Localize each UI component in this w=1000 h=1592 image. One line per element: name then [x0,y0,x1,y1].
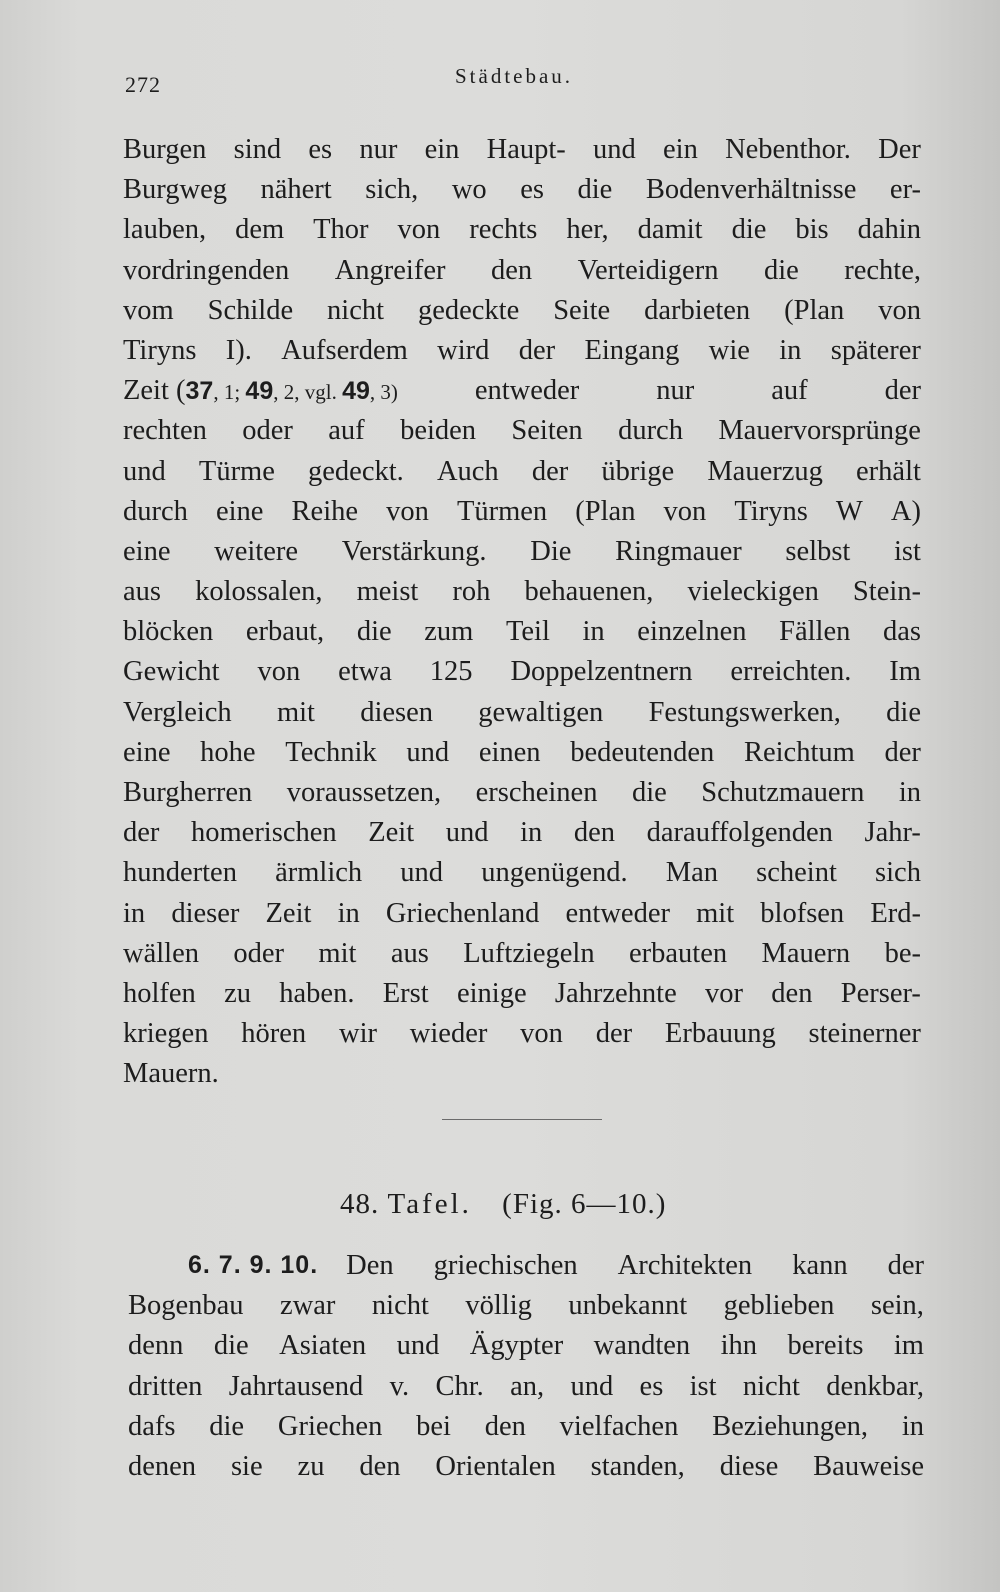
word: vieleckigen [687,576,819,608]
word: erreichten. [730,656,852,688]
word: denen [128,1450,197,1482]
word: in [337,897,360,929]
word: in [123,897,146,929]
word: nur [359,134,398,165]
word: von [663,495,707,527]
text-line [128,1286,924,1326]
word: Teil [505,616,550,648]
text-line [123,894,921,934]
word: Erd- [870,897,921,929]
word: blöcken [123,616,214,648]
word: 125 [429,656,473,688]
word: Die [530,535,572,567]
text-line [123,411,921,451]
word: rechten [123,415,207,447]
word: vor [705,977,744,1009]
word: Jahrzehnte [554,977,677,1009]
word: steinerner [808,1018,921,1050]
page-number: 272 [125,72,161,97]
word: erhält [856,455,921,487]
word: lauben, [123,214,207,246]
word: die [209,1410,245,1442]
word: geblieben [723,1290,835,1322]
word: den [771,977,813,1009]
word: A) [890,495,921,527]
word: Asiaten [279,1330,367,1362]
word: ungenügend. [481,857,628,889]
text-line [123,1014,921,1054]
word: der [531,455,569,487]
word: voraussetzen, [286,777,442,808]
word: Auch [436,455,499,487]
word: dafs [128,1410,176,1442]
word: entweder [474,375,580,407]
word: dieser [171,897,240,929]
word: diesen [360,696,434,728]
word: behauenen, [524,576,654,608]
word: Seiten [511,415,583,447]
text-line-content [346,1246,924,1286]
text-line [123,331,921,371]
word: Reichtum [743,736,855,768]
text-fragment: , 3) [369,380,398,405]
word: Burgweg [123,174,227,206]
word: I). [225,334,252,366]
word: die [886,696,921,728]
text-line [123,693,921,733]
word: wo [451,174,487,206]
word: der [884,736,921,768]
section-heading [340,1188,666,1221]
word: eine [123,736,171,768]
word: W [835,495,863,527]
word: Beziehungen, [712,1410,869,1442]
word: die [731,214,767,246]
word: Türme [198,455,275,487]
word: diese [719,1450,779,1482]
word: Mauern [761,937,851,969]
word: damit [637,214,703,246]
word: kriegen [123,1018,209,1050]
word: erbauten [629,937,728,969]
text-fragment: , 1; [213,380,246,405]
word: Verteidigern [577,254,719,286]
word: v. [389,1370,410,1402]
word: Schutzmauern [701,777,865,808]
word: es [639,1370,664,1402]
word: Doppelzentnern [510,656,693,688]
word: nicht [327,294,385,326]
word: ihn [720,1330,758,1362]
word: nicht [371,1290,429,1322]
word: Reihe [291,495,359,527]
word: in [520,817,543,849]
word: ärmlich [275,857,363,889]
word: der [595,1018,633,1050]
text-line [123,291,921,331]
text-line [123,572,921,612]
word: gedeckt. [308,455,404,487]
word: gedeckte [417,294,520,326]
word: Haupt- [486,134,566,165]
word: her, [566,214,609,246]
word: von [257,656,301,688]
word: Mauervorsprünge [718,415,921,447]
word: beiden [400,415,477,447]
word: kolossalen, [195,576,323,608]
word: vordringenden [123,254,290,286]
word: auf [771,375,808,407]
word: Burgherren [123,777,253,808]
word: der [123,817,160,849]
word: zu [297,1450,325,1482]
word: Fällen [779,616,851,648]
word: Im [889,656,921,688]
word: standen, [590,1450,685,1482]
word: die [577,174,613,206]
word: hören [241,1018,307,1050]
word: holfen [123,977,196,1009]
word: ist [689,1370,717,1402]
word: Ägypter [469,1330,564,1362]
word: Schilde [207,294,294,326]
word: Chr. [435,1370,484,1402]
word: aus [390,937,429,969]
plate-reference: 49 [245,377,274,406]
word: roh [452,576,491,608]
word: in [898,777,921,808]
word: Seite [553,294,611,326]
word: nur [656,375,695,407]
word: darbieten [644,294,751,326]
word: die [631,777,667,808]
word: oder [233,937,285,969]
word: der [884,375,921,407]
word: Eingang [584,334,680,366]
text-fragment: , 2, vgl. [273,380,343,405]
word: wieder [409,1018,488,1050]
word: von [520,1018,563,1050]
word: in [901,1410,924,1442]
word: vielfachen [559,1410,679,1442]
word: ein [663,134,698,165]
word: Mauern. [123,1058,219,1090]
word: Orientalen [435,1450,556,1482]
text-line [128,1407,924,1447]
word: oder [242,415,293,447]
word: den [573,817,616,849]
word: homerischen [191,817,337,849]
word: und [123,455,166,487]
word: und [445,817,489,849]
plate-reference: 49 [342,377,370,406]
word: eine [123,535,171,567]
word: auf [328,415,365,447]
text-line [123,974,921,1014]
word: Gewicht [123,656,220,688]
word: der [518,334,556,366]
word: den [490,254,533,286]
word: (Plan [575,495,636,527]
word: Nebenthor. [725,134,851,165]
word: nähert [260,174,332,206]
word: bei [416,1410,451,1442]
word: und [406,736,450,768]
word: dem [235,214,285,246]
word: bedeutenden [570,736,715,768]
word: von [397,214,441,246]
word: erbaut, [245,616,325,648]
text-line [128,1326,924,1366]
figure-numbers: 6. 7. 9. 10. [188,1251,319,1279]
word: Stein- [852,576,921,608]
word: denkbar, [826,1370,924,1402]
word: Griechen [277,1410,383,1442]
word: meist [356,576,419,608]
word: sich [875,857,921,889]
section-paragraph [128,1246,924,1487]
word: Vergleich [123,696,232,728]
word: mit [276,696,315,728]
word: wird [437,334,490,366]
word: Tiryns [734,495,808,527]
text-fragment: Zeit ( [123,375,186,407]
word: hunderten [123,857,237,889]
word: sein, [870,1290,924,1322]
word: Den [346,1250,394,1281]
word: von [878,294,921,326]
body-paragraph [123,130,921,1095]
word: den [359,1450,401,1482]
word: durch [618,415,683,447]
word: kann [792,1250,848,1281]
word: die [763,254,799,286]
word: Aufserdem [281,334,408,366]
word: Thor [313,214,369,246]
word: späterer [830,334,921,366]
word: Tiryns [123,334,197,366]
word: den [484,1410,526,1442]
word: rechts [469,214,538,246]
word: im [893,1330,924,1362]
word: etwa [338,656,392,688]
word: Türmen [456,495,548,527]
word: Jahrtausend [228,1370,364,1402]
word: aus [123,576,161,608]
word: sie [230,1450,263,1482]
word: dritten [128,1370,203,1402]
word: zum [424,616,474,648]
word: entweder [565,897,670,929]
section-figure-reference: (Fig. 6—10.) [502,1188,667,1220]
word: Festungswerken, [648,696,841,728]
reference-group [123,371,398,411]
word: und [593,134,636,165]
word: Der [878,134,921,165]
word: Verstärkung. [341,535,487,567]
word: wie [708,334,750,366]
word: Architekten [617,1250,753,1281]
word: wällen [123,937,199,969]
text-line [123,371,921,411]
text-line [123,652,921,692]
word: Zeit [368,817,415,849]
text-line [128,1367,924,1407]
word: die [356,616,392,648]
word: einige [456,977,527,1009]
word: und [570,1370,614,1402]
word: Angreifer [334,254,446,286]
word: bereits [787,1330,864,1362]
word: vom [123,294,174,326]
text-line [128,1447,924,1487]
text-line [123,251,921,291]
page-header [125,62,920,102]
word: einen [478,736,541,768]
running-head: Städtebau. [455,64,574,88]
word: Griechenland [385,897,540,929]
word: Mauerzug [707,455,823,487]
word: gewaltigen [478,696,604,728]
word: wandten [593,1330,691,1362]
word: erscheinen [475,777,598,808]
word: es [308,134,333,165]
text-line [123,1054,921,1094]
word: haben. [279,977,355,1009]
word: be- [884,937,921,969]
word: ein [424,134,460,165]
word: nicht [742,1370,800,1402]
word: völlig [465,1290,532,1322]
word: Bodenverhältnisse [645,174,857,206]
word: unbekannt [568,1290,688,1322]
word: es [520,174,544,206]
word: Erst [382,977,429,1009]
text-line [123,733,921,773]
word: dahin [857,214,921,246]
text-line [123,492,921,532]
word: zu [224,977,251,1009]
word: Technik [285,736,377,768]
word: rechte, [844,254,921,286]
word: mit [696,897,735,929]
word: übrige [601,455,675,487]
word: das [882,616,921,648]
word: Erbauung [664,1018,776,1050]
word: hohe [200,736,256,768]
text-line [123,934,921,974]
word: Luftziegeln [463,937,595,969]
word: sich, [365,174,419,206]
word: Zeit [265,897,312,929]
plate-reference: 37 [185,377,214,406]
word: darauffolgenden [646,817,833,849]
word: er- [889,174,921,206]
text-line [123,773,921,813]
word: und [396,1330,440,1362]
word: Ringmauer [615,535,742,567]
word: durch [123,495,188,527]
word: Perser- [840,977,921,1009]
word: sind [233,134,282,165]
word: blofsen [760,897,845,929]
word: wir [338,1018,377,1050]
text-line [123,130,921,170]
word: die [213,1330,249,1362]
word: in [582,616,605,648]
section-title: Tafel. [387,1188,472,1220]
text-line [123,452,921,492]
word: mit [318,937,357,969]
word: von [386,495,429,527]
text-line [123,612,921,652]
word: zwar [280,1290,336,1322]
text-line [123,813,921,853]
word: selbst [785,535,851,567]
text-line [128,1246,924,1286]
word: (Plan [784,294,845,326]
word: Bauweise [813,1450,924,1482]
section-divider [442,1119,602,1120]
word: eine [215,495,264,527]
word: ist [894,535,921,567]
word: einzelnen [637,616,747,648]
word: scheint [756,857,837,889]
text-line [123,170,921,210]
word: in [779,334,802,366]
text-line [123,853,921,893]
word: an, [510,1370,545,1402]
word: denn [128,1330,184,1362]
word: weitere [214,535,299,567]
word: Jahr- [864,817,921,849]
word: griechischen [433,1250,578,1281]
word: der [887,1250,924,1281]
word: Man [665,857,719,889]
word: Burgen [123,134,207,165]
word: und [400,857,444,889]
text-line [123,210,921,250]
word: bis [795,214,829,246]
text-line [123,532,921,572]
section-number: 48. [340,1188,380,1220]
word: Bogenbau [128,1290,244,1322]
